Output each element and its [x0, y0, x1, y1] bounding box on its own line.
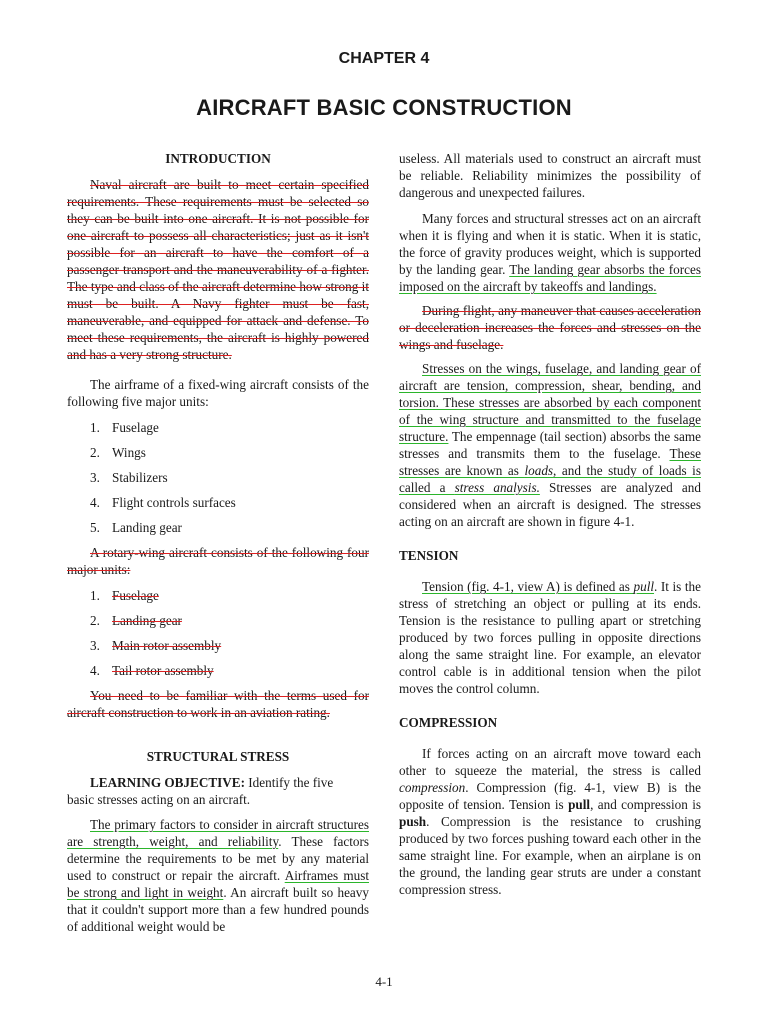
compression-paragraph: [399, 745, 701, 898]
list-number: 3.: [90, 470, 100, 485]
body-text: . Compression is the resistance to crushing produced by two forces pushing toward each other in the same straight line. For example, when an airplane is on the ground, the landing gear struts are under a constant compression stress.: [399, 814, 701, 897]
introduction-heading: INTRODUCTION: [165, 151, 271, 166]
struck-text: Naval aircraft are built to meet certain specified requirements. These requirements must be selected so they can be built into one aircraft. It is not possible for one aircraft to possess all characteristics; just as it isn't possible for an aircraft to have the comfort of a passenger transport and the maneuverability of a fighter. The type and class of the aircraft determine how strong it must be built. A Navy fighter must be fast, maneuverable, and equipped for attack and defense. To meet these requirements, the aircraft is highly powered and has a very strong structure.: [67, 177, 369, 362]
italic-term: pull: [633, 579, 655, 594]
forces-paragraph: [399, 210, 701, 295]
body-text: Stresses are analyzed and considered when an aircraft is designed. The stresses acting on an aircraft are shown in figure 4-1.: [399, 480, 701, 529]
list-label: Fuselage: [112, 588, 159, 603]
body-text: . Compression (fig. 4-1, view B) is the opposite of tension. Tension is: [399, 780, 701, 812]
list-number: 1.: [90, 420, 100, 435]
page-title: AIRCRAFT BASIC CONSTRUCTION: [196, 95, 572, 120]
list-label: Flight controls surfaces: [112, 495, 236, 510]
body-text: The empennage (tail section) absorbs the same stresses and transmits them to the fuselage.: [399, 429, 701, 461]
list-number: 1.: [90, 588, 100, 603]
list-item: [90, 612, 369, 629]
list-label: Landing gear: [112, 613, 182, 628]
page-number: 4-1: [375, 974, 393, 989]
list-number: 5.: [90, 520, 100, 535]
right-column: [399, 150, 701, 898]
bold-term: pull: [568, 797, 591, 812]
fixed-wing-units-list: [67, 419, 369, 536]
list-item: [90, 519, 369, 536]
italic-term: compression: [399, 780, 466, 795]
list-label: Main rotor assembly: [112, 638, 222, 653]
left-column: [67, 150, 369, 935]
list-item: [90, 494, 369, 511]
underlined-text: The primary factors to consider in aircraft structures are strength, weight, and reliability: [67, 817, 369, 849]
underlined-text: The landing gear absorbs the forces imposed on the aircraft by takeoffs and landings.: [399, 262, 701, 294]
underlined-text: Airframes must be strong and light in weight: [67, 868, 369, 900]
list-item: [90, 419, 369, 436]
list-label: Stabilizers: [112, 470, 168, 485]
list-item: [90, 444, 369, 461]
body-text: , and the study of loads is called a: [399, 463, 701, 495]
learning-objective-text: Identify the five basic stresses acting on an aircraft.: [67, 775, 334, 807]
familiar-terms-paragraph: [67, 687, 369, 721]
list-number: 4.: [90, 663, 100, 678]
underlined-text: [422, 579, 654, 594]
italic-term: loads: [524, 463, 554, 478]
bold-term: push: [399, 814, 427, 829]
rotary-wing-units-list: [67, 587, 369, 679]
flight-paragraph: [399, 302, 701, 353]
struck-text: You need to be familiar with the terms used for aircraft construction to work in an aviation rating.: [67, 688, 369, 720]
intro-paragraph: [67, 176, 369, 363]
stresses-paragraph: [399, 360, 701, 530]
tension-heading: TENSION: [399, 548, 459, 563]
body-text: Many forces and structural stresses act on an aircraft when it is flying and when it is static. When it is static, the force of gravity produces weight, which is supported by the landing gear.: [399, 211, 701, 277]
learning-objective-label: LEARNING OBJECTIVE:: [90, 775, 245, 790]
body-text: , and compression is: [590, 797, 702, 812]
italic-term: stress analysis.: [454, 480, 540, 495]
structural-stress-heading: STRUCTURAL STRESS: [146, 749, 290, 764]
body-text: . These factors determine the requirements to be met by any material used to construct or repair the aircraft.: [67, 834, 369, 883]
body-text: These stresses are known as: [399, 446, 701, 478]
body-text: . It is the stress of stretching an object or pulling at its ends. Tension is the resistance to pulling apart or stretching produced by two forces pulling in opposite directions along the same straight line. For example, an elevator control cable is in additional tension when the pilot moves the control column.: [399, 579, 701, 696]
reliability-paragraph: useless. All materials used to construct an aircraft must be reliable. Reliability minimizes the possibility of dangerous and unexpected failures.: [399, 151, 701, 200]
primary-factors-paragraph: [67, 816, 369, 935]
body-text: If forces acting on an aircraft move toward each other to squeeze the material, the stress is called: [399, 746, 701, 778]
struck-text: During flight, any maneuver that causes acceleration or deceleration increases the forces and stresses on the wings and fuselage.: [399, 303, 701, 352]
list-item: [90, 637, 369, 654]
list-label: Tail rotor assembly: [112, 663, 214, 678]
underlined-text: Stresses on the wings, fuselage, and landing gear of aircraft are tension, compression, shear, bending, and torsion. These stresses are absorbed by each component of the wing structure and transmitted to the fuselage structure.: [399, 361, 701, 444]
body-text: Tension (fig. 4-1, view A) is defined as: [422, 579, 634, 594]
airframe-paragraph: The airframe of a fixed-wing aircraft consists of the following five major units:: [67, 377, 369, 409]
struck-text: A rotary-wing aircraft consists of the following four major units:: [67, 545, 369, 577]
list-item: [90, 662, 369, 679]
list-number: 2.: [90, 445, 100, 460]
list-label: Fuselage: [112, 420, 159, 435]
list-number: 4.: [90, 495, 100, 510]
chapter-label: CHAPTER 4: [338, 50, 430, 67]
list-item: [90, 469, 369, 486]
list-number: 2.: [90, 613, 100, 628]
tension-paragraph: [399, 578, 701, 697]
compression-heading: COMPRESSION: [399, 715, 498, 730]
rotary-wing-paragraph: [67, 544, 369, 578]
list-item: [90, 587, 369, 604]
body-text: . An aircraft built so heavy that it couldn't support more than a few hundred pounds of additional weight would be: [67, 885, 369, 934]
list-number: 3.: [90, 638, 100, 653]
learning-objective: [67, 774, 369, 808]
list-label: Wings: [112, 445, 146, 460]
list-label: Landing gear: [112, 520, 182, 535]
